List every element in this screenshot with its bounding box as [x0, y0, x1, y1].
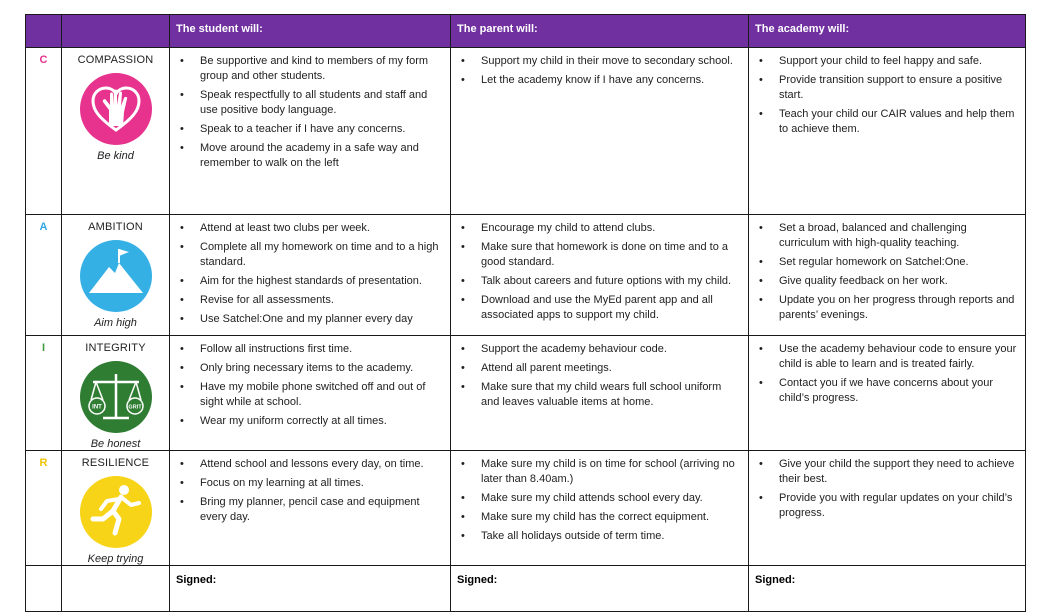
row-ambition: [26, 215, 1026, 336]
list-item: • Make sure my child has the correct equipment.: [457, 510, 742, 525]
academy-signature-field[interactable]: Signed:: [749, 566, 1026, 612]
list-item: • Move around the academy in a safe way and remember to walk on the left: [176, 141, 444, 171]
list-item: • Teach your child our CAIR values and help them to achieve them.: [755, 107, 1019, 137]
parent-cell: [451, 451, 749, 566]
hand-heart-icon: [79, 72, 153, 146]
list-item: • Have my mobile phone switched off and out of sight while at school.: [176, 380, 444, 410]
header-parent: The parent will:: [451, 15, 749, 48]
signed-blank-letter: [26, 566, 62, 612]
list-item: • Make sure my child attends school every day.: [457, 491, 742, 506]
academy-cell: [749, 215, 1026, 336]
parent-cell: [451, 336, 749, 451]
value-motto: Aim high: [94, 317, 137, 329]
value-motto: Keep trying: [87, 553, 144, 565]
list-item: • Give quality feedback on her work.: [755, 274, 1019, 289]
list-item: • Contact you if we have concerns about your child’s progress.: [755, 376, 1019, 406]
row-integrity: [26, 336, 1026, 451]
list-item: • Set a broad, balanced and challenging curriculum with high-quality teaching.: [755, 221, 1019, 251]
header-row: [26, 15, 1026, 48]
list-item: • Be supportive and kind to members of my form group and other students.: [176, 54, 444, 84]
list-item: • Make sure that my child wears full school uniform and leaves valuable items at home.: [457, 380, 742, 410]
academy-cell: [749, 451, 1026, 566]
value-name: AMBITION: [88, 221, 143, 233]
list-item: • Talk about careers and future options with my child.: [457, 274, 742, 289]
list-item: • Wear my uniform correctly at all times.: [176, 414, 444, 429]
value-motto: Be honest: [90, 438, 141, 450]
list-item: • Use the academy behaviour code to ensure your child is able to learn and is treated fairly.: [755, 342, 1019, 372]
student-signature-field[interactable]: Signed:: [170, 566, 451, 612]
home-school-agreement-table: [25, 14, 1026, 612]
row-letter: A: [26, 215, 62, 336]
list-item: • Encourage my child to attend clubs.: [457, 221, 742, 236]
list-item: • Support my child in their move to secondary school.: [457, 54, 742, 69]
student-cell: [170, 336, 451, 451]
mountain-flag-icon: [79, 239, 153, 313]
list-item: • Complete all my homework on time and to a high standard.: [176, 240, 444, 270]
list-item: • Attend school and lessons every day, on time.: [176, 457, 444, 472]
parent-cell: [451, 48, 749, 215]
parent-cell: [451, 215, 749, 336]
signed-blank-value: [62, 566, 170, 612]
list-item: • Speak respectfully to all students and staff and use positive body language.: [176, 88, 444, 118]
academy-cell: [749, 48, 1026, 215]
scale-label-right: GRIT: [127, 404, 142, 411]
value-name: RESILIENCE: [81, 457, 150, 469]
value-cell: [62, 336, 170, 451]
student-cell: [170, 451, 451, 566]
runner-icon: [79, 475, 153, 549]
list-item: • Set regular homework on Satchel:One.: [755, 255, 1019, 270]
list-item: • Make sure my child is on time for school (arriving no later than 8.40am.): [457, 457, 742, 487]
value-motto: Be kind: [97, 150, 134, 162]
list-item: • Take all holidays outside of term time.: [457, 529, 742, 544]
scale-label-left: INT: [91, 404, 102, 411]
list-item: • Attend all parent meetings.: [457, 361, 742, 376]
row-resilience: [26, 451, 1026, 566]
header-blank-letter: [26, 15, 62, 48]
list-item: • Only bring necessary items to the academy.: [176, 361, 444, 376]
list-item: • Update you on her progress through reports and parents’ evenings.: [755, 293, 1019, 323]
list-item: • Bring my planner, pencil case and equipment every day.: [176, 495, 444, 525]
value-cell: [62, 48, 170, 215]
list-item: • Let the academy know if I have any concerns.: [457, 73, 742, 88]
list-item: • Revise for all assessments.: [176, 293, 444, 308]
list-item: • Support your child to feel happy and safe.: [755, 54, 1019, 69]
student-cell: [170, 215, 451, 336]
student-cell: [170, 48, 451, 215]
list-item: • Provide transition support to ensure a positive start.: [755, 73, 1019, 103]
row-letter: I: [26, 336, 62, 451]
header-blank-value: [62, 15, 170, 48]
row-letter: C: [26, 48, 62, 215]
list-item: • Give your child the support they need to achieve their best.: [755, 457, 1019, 487]
value-name: COMPASSION: [77, 54, 154, 66]
value-name: INTEGRITY: [85, 342, 146, 354]
list-item: • Provide you with regular updates on your child’s progress.: [755, 491, 1019, 521]
list-item: • Focus on my learning at all times.: [176, 476, 444, 491]
list-item: • Download and use the MyEd parent app and all associated apps to support my child.: [457, 293, 742, 323]
header-student: The student will:: [170, 15, 451, 48]
row-compassion: [26, 48, 1026, 215]
list-item: • Make sure that homework is done on time and to a good standard.: [457, 240, 742, 270]
list-item: • Use Satchel:One and my planner every day: [176, 312, 444, 327]
list-item: • Aim for the highest standards of presentation.: [176, 274, 444, 289]
signed-row: [26, 566, 1026, 612]
header-academy: The academy will:: [749, 15, 1026, 48]
value-cell: [62, 215, 170, 336]
list-item: • Attend at least two clubs per week.: [176, 221, 444, 236]
list-item: • Support the academy behaviour code.: [457, 342, 742, 357]
value-cell: [62, 451, 170, 566]
parent-signature-field[interactable]: Signed:: [451, 566, 749, 612]
row-letter: R: [26, 451, 62, 566]
list-item: • Speak to a teacher if I have any concerns.: [176, 122, 444, 137]
list-item: • Follow all instructions first time.: [176, 342, 444, 357]
scales-icon: [79, 360, 153, 434]
academy-cell: [749, 336, 1026, 451]
